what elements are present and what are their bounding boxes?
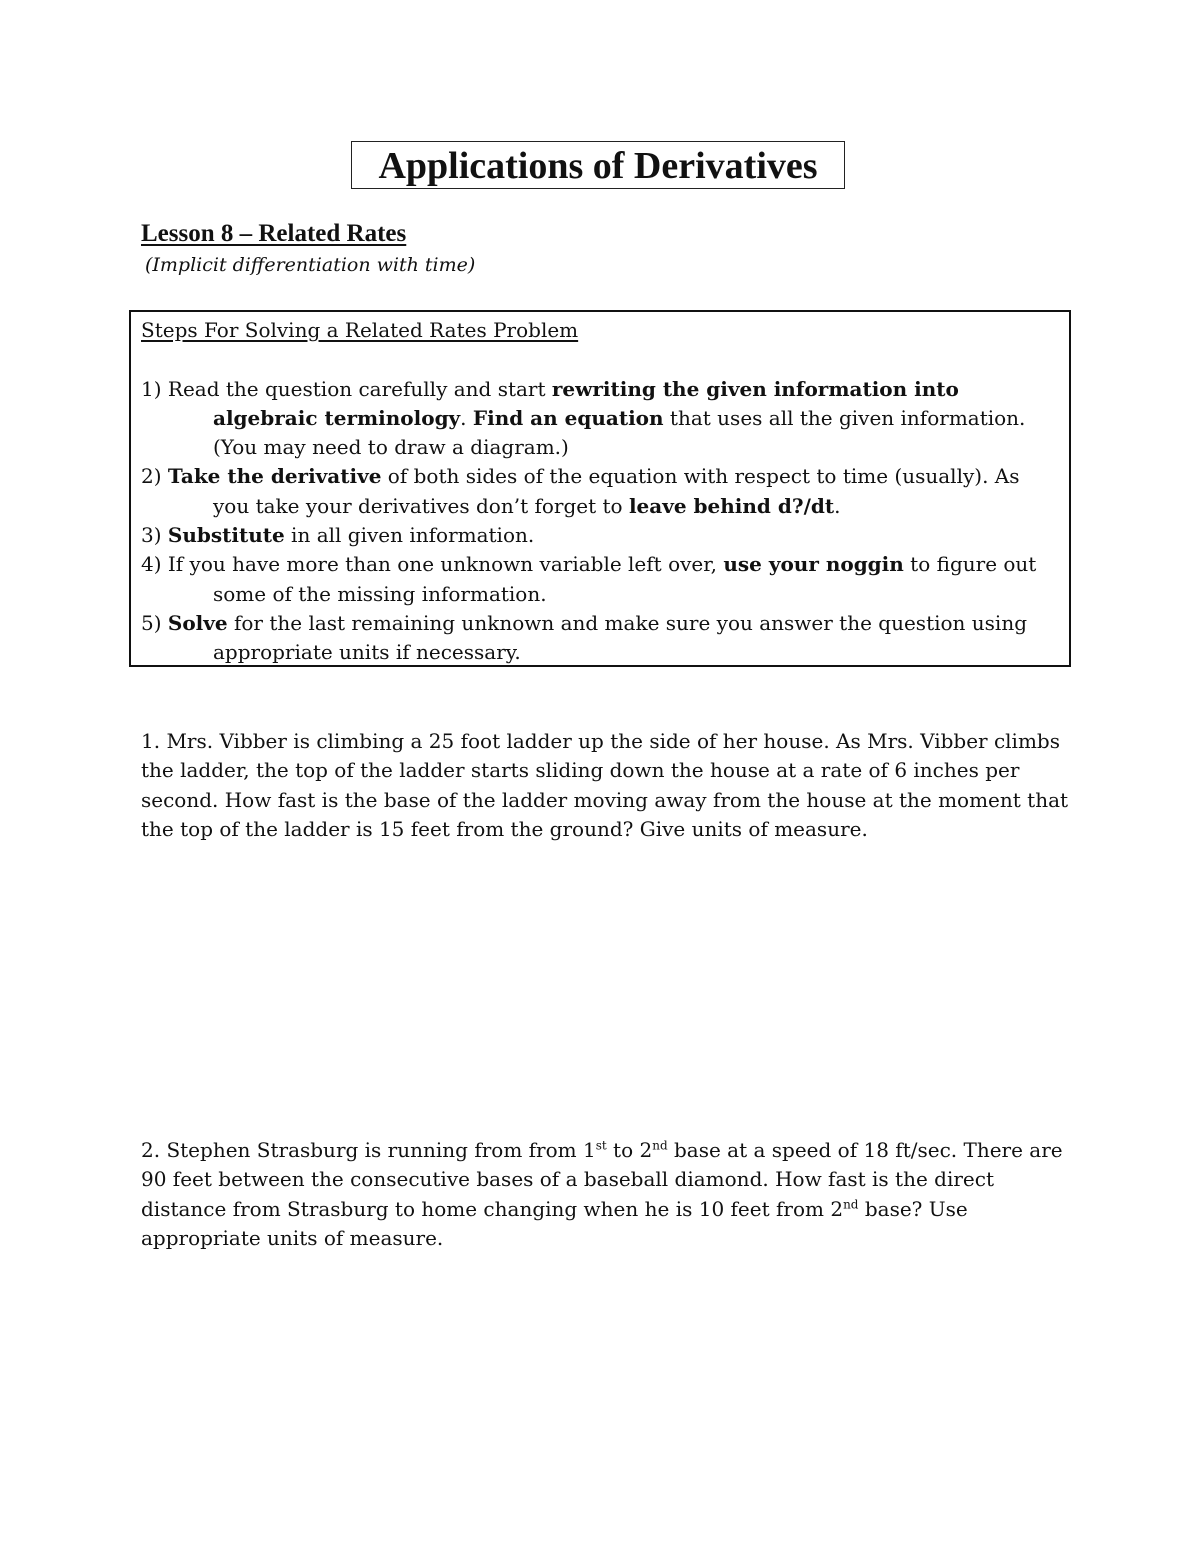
step-number: 2) [141,464,168,489]
page-title: Applications of Derivatives [351,141,845,189]
step-emphasis: Take the derivative [167,464,382,489]
step-text: . [834,493,841,518]
step-emphasis: use your noggin [723,552,904,577]
problem-text: base at a speed of 18 ft/sec. There are 90 feet between the consecutive bases of a baseball diamond. How fast is the direct distance from Strasburg to home changing when he is 10 feet from 2 [141,1138,1063,1221]
step-emphasis: rewriting the given information into algebraic terminology [213,376,959,430]
problem-2 [141,1136,1071,1253]
step-3 [141,521,1059,550]
step-2 [141,462,1059,521]
step-1 [141,375,1059,463]
step-number: 3) [141,523,168,548]
step-text: in all given information. [284,523,535,548]
problem-1: 1. Mrs. Vibber is climbing a 25 foot ladder up the side of her house. As Mrs. Vibber climbs the ladder, the top of the ladder starts sliding down the house at a rate of 6 inches per second. How fast is the base of the ladder moving away from the house at the moment that the top of the ladder is 15 feet from the ground? Give units of measure. [141,729,1069,841]
steps-heading: Steps For Solving a Related Rates Problem [141,318,579,342]
steps-box [129,310,1071,667]
ordinal-suffix: nd [652,1138,668,1153]
step-emphasis: leave behind d?/dt [628,493,835,518]
step-text: If you have more than one unknown variable left over, [167,552,724,577]
step-number: 4) [141,552,168,577]
step-emphasis: Substitute [167,523,285,548]
problem-text: base? Use appropriate units of measure. [141,1196,968,1250]
step-4 [141,550,1059,609]
step-5 [141,609,1059,668]
step-text: . [460,405,473,430]
step-text: Read the question carefully and start [167,376,552,401]
step-emphasis: Find an equation [472,405,664,430]
problem-text: to 2 [606,1138,653,1162]
step-emphasis: Solve [167,610,228,635]
lesson-subtitle: (Implicit differentiation with time) [145,254,476,276]
steps-spacer [141,345,1059,374]
step-text: of both sides of the equation with respect to time (usually). As you take your derivatives don’t forget to [213,464,1020,518]
problem-text: 2. Stephen Strasburg is running from from 1 [141,1138,596,1162]
lesson-heading: Lesson 8 – Related Rates [141,220,407,247]
step-text: to figure out some of the missing information. [213,552,1037,606]
step-text: for the last remaining unknown and make sure you answer the question using appropriate units if necessary. [213,610,1028,665]
step-number: 1) [141,376,168,401]
step-number: 5) [141,610,168,635]
ordinal-suffix: nd [843,1196,859,1211]
ordinal-suffix: st [595,1138,607,1153]
step-text: that uses all the given information. (You may need to draw a diagram.) [213,405,1026,460]
